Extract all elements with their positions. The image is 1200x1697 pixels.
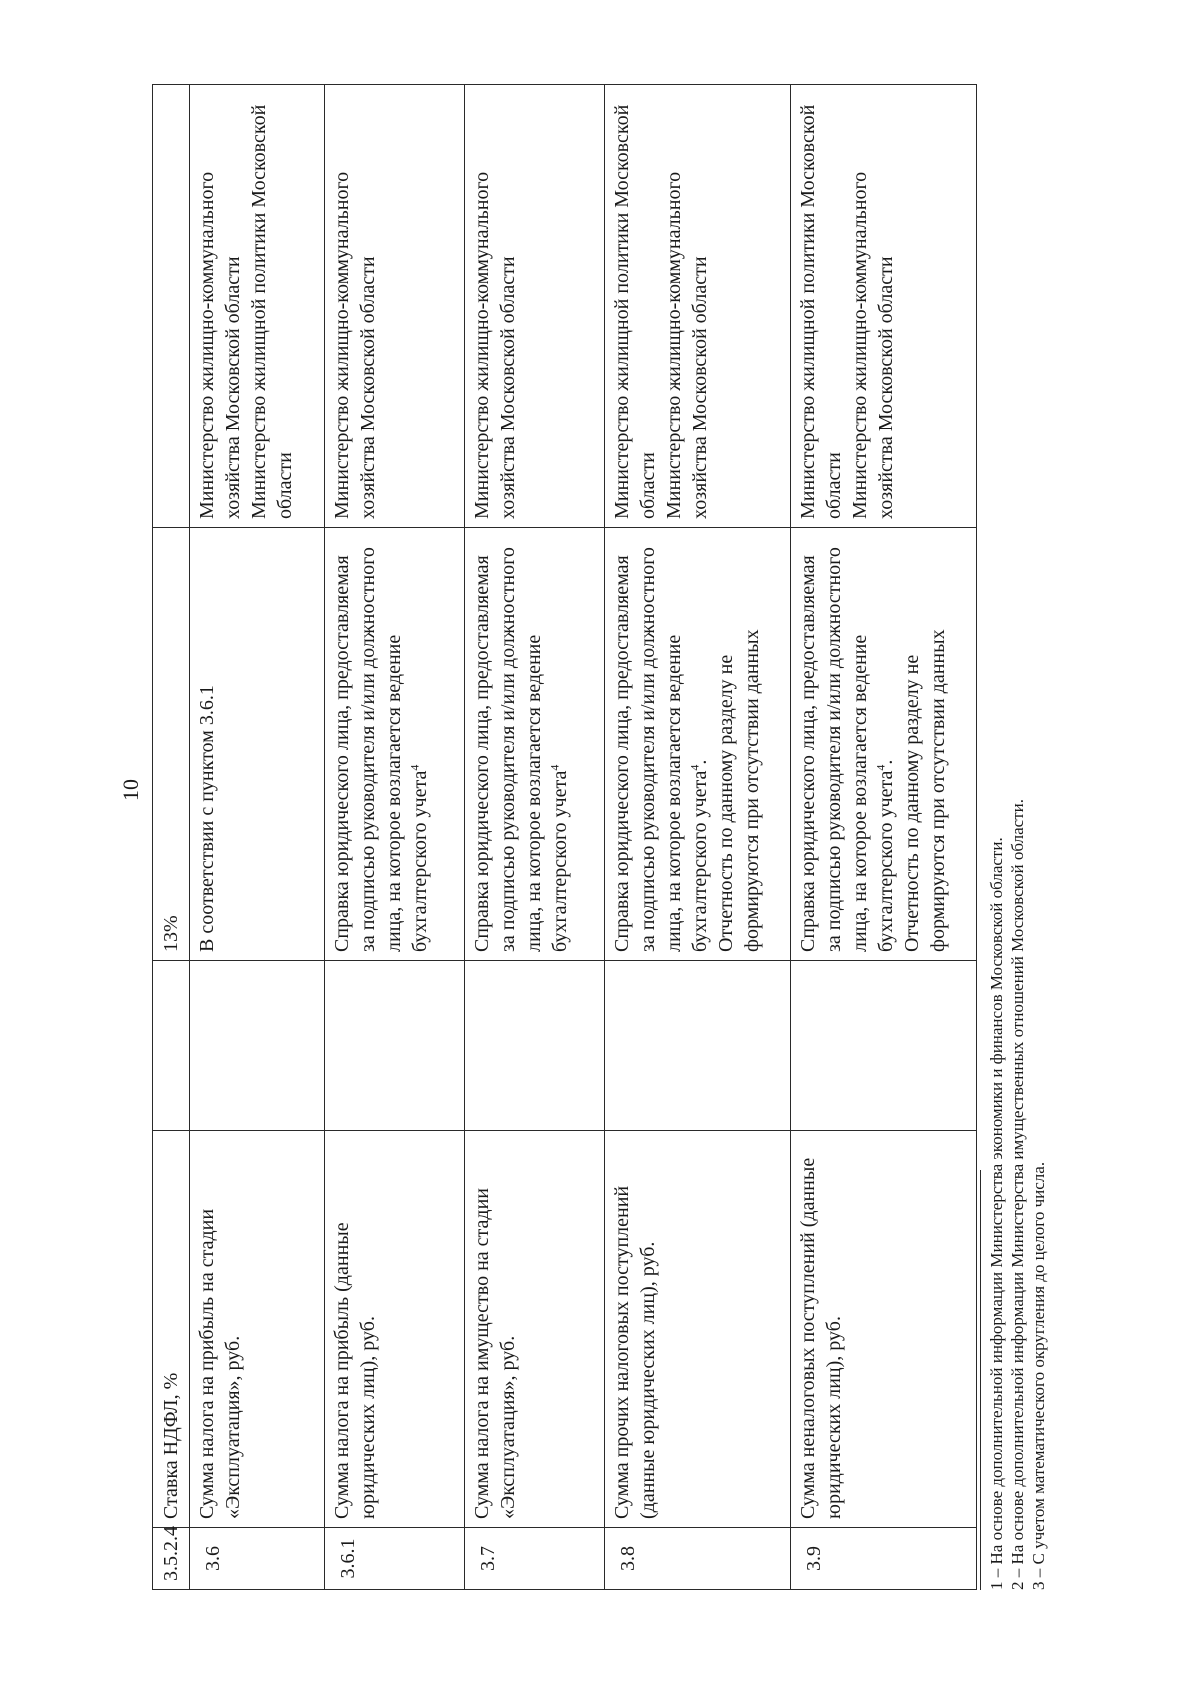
responsible-line: Министерство жилищно-коммунального хозяйства Московской области bbox=[663, 171, 711, 519]
data-source bbox=[190, 528, 325, 961]
footnote: 3 – С учетом математического округления до целого числа. bbox=[1029, 1161, 1048, 1590]
indicator-name: Сумма неналоговых поступлений (данные юридических лиц), руб. bbox=[791, 1131, 977, 1528]
page-number: 10 bbox=[118, 779, 143, 801]
rotated-document-sheet bbox=[110, 0, 1090, 1590]
source-text: Справка юридического лица, предоставляемая за подписью руководителя и/или должностного лица, на которое возлагается ведение бухгалтерского учета bbox=[471, 547, 571, 952]
indicator-value bbox=[153, 961, 190, 1131]
source-text: В соответствии с пунктом 3.6.1 bbox=[196, 685, 218, 952]
responsible-body bbox=[190, 85, 325, 528]
indicator-value bbox=[325, 961, 465, 1131]
table-row bbox=[153, 85, 190, 1590]
indicator-name: Сумма налога на имущество на стадии «Эксплуатация», руб. bbox=[465, 1131, 605, 1528]
data-source: 13% bbox=[153, 528, 190, 961]
indicator-value bbox=[190, 961, 325, 1131]
indicator-name: Ставка НДФЛ, % bbox=[153, 1131, 190, 1528]
responsible-line: Министерство жилищной политики Московской области bbox=[797, 104, 845, 519]
responsible-line: Министерство жилищно-коммунального хозяйства Московской области bbox=[196, 171, 244, 519]
table-row bbox=[791, 85, 977, 1590]
indicator-value bbox=[791, 961, 977, 1131]
data-source: Справка юридического лица, предоставляемая за подписью руководителя и/или должностного лица, на которое возлагается ведение бухгалтерского учета$^4$. Отчетность по данному разделу не формируются при отсутствии данных bbox=[791, 528, 977, 961]
responsible-body bbox=[465, 85, 605, 528]
data-source bbox=[325, 528, 465, 961]
table-row bbox=[605, 85, 791, 1590]
responsible-line: Министерство жилищно-коммунального хозяйства Московской области bbox=[471, 171, 519, 519]
row-number: 3.6.1 bbox=[325, 1528, 465, 1590]
row-number: 3.6 bbox=[190, 1528, 325, 1590]
footnote: 2 – На основе дополнительной информации Министерства имущественных отношений Московской области. bbox=[1008, 799, 1027, 1590]
responsible-line: Министерство жилищно-коммунального хозяйства Московской области bbox=[849, 171, 897, 519]
indicators-table bbox=[152, 84, 977, 1590]
indicator-value bbox=[605, 961, 791, 1131]
responsible-body bbox=[605, 85, 791, 528]
footnote-ref: 4 bbox=[407, 764, 422, 771]
responsible-line: Министерство жилищной политики Московской области bbox=[248, 104, 296, 519]
footnote-ref: 4 bbox=[873, 764, 888, 771]
data-source bbox=[465, 528, 605, 961]
source-note: Отчетность по данному разделу не формируются при отсутствии данных bbox=[715, 629, 763, 952]
footnotes bbox=[980, 190, 1049, 1590]
responsible-line: Министерство жилищной политики Московской области bbox=[611, 104, 659, 519]
footnote: 1 – На основе дополнительной информации Министерства экономики и финансов Московской области. bbox=[987, 837, 1006, 1590]
data-source: Справка юридического лица, предоставляемая за подписью руководителя и/или должностного лица, на которое возлагается ведение бухгалтерского учета$^4$. Отчетность по данному разделу не формируются при отсутствии данных bbox=[605, 528, 791, 961]
source-text: Справка юридического лица, предоставляемая за подписью руководителя и/или должностного лица, на которое возлагается ведение бухгалтерского учета bbox=[611, 547, 711, 952]
table-row bbox=[465, 85, 605, 1590]
row-number: 3.8 bbox=[605, 1528, 791, 1590]
footnote-ref: 4 bbox=[687, 764, 702, 771]
responsible-line: Министерство жилищно-коммунального хозяйства Московской области bbox=[331, 171, 379, 519]
row-number: 3.7 bbox=[465, 1528, 605, 1590]
source-text: Справка юридического лица, предоставляемая за подписью руководителя и/или должностного лица, на которое возлагается ведение бухгалтерского учета bbox=[331, 547, 431, 952]
source-text: Справка юридического лица, предоставляемая за подписью руководителя и/или должностного лица, на которое возлагается ведение бухгалтерского учета bbox=[797, 547, 897, 952]
row-number: 3.9 bbox=[791, 1528, 977, 1590]
table-row bbox=[325, 85, 465, 1590]
responsible-body bbox=[153, 85, 190, 528]
responsible-body bbox=[325, 85, 465, 528]
indicator-value bbox=[465, 961, 605, 1131]
responsible-body bbox=[791, 85, 977, 528]
indicator-name: Сумма прочих налоговых поступлений (данные юридических лиц), руб. bbox=[605, 1131, 791, 1528]
source-note: Отчетность по данному разделу не формируются при отсутствии данных bbox=[901, 629, 949, 952]
indicator-name: Сумма налога на прибыль на стадии «Эксплуатация», руб. bbox=[190, 1131, 325, 1528]
row-number: 3.5.2.4 bbox=[153, 1528, 190, 1590]
footnote-ref: 4 bbox=[547, 764, 562, 771]
indicator-name: Сумма налога на прибыль (данные юридических лиц), руб. bbox=[325, 1131, 465, 1528]
table-row bbox=[190, 85, 325, 1590]
footnote-separator bbox=[980, 1170, 981, 1590]
